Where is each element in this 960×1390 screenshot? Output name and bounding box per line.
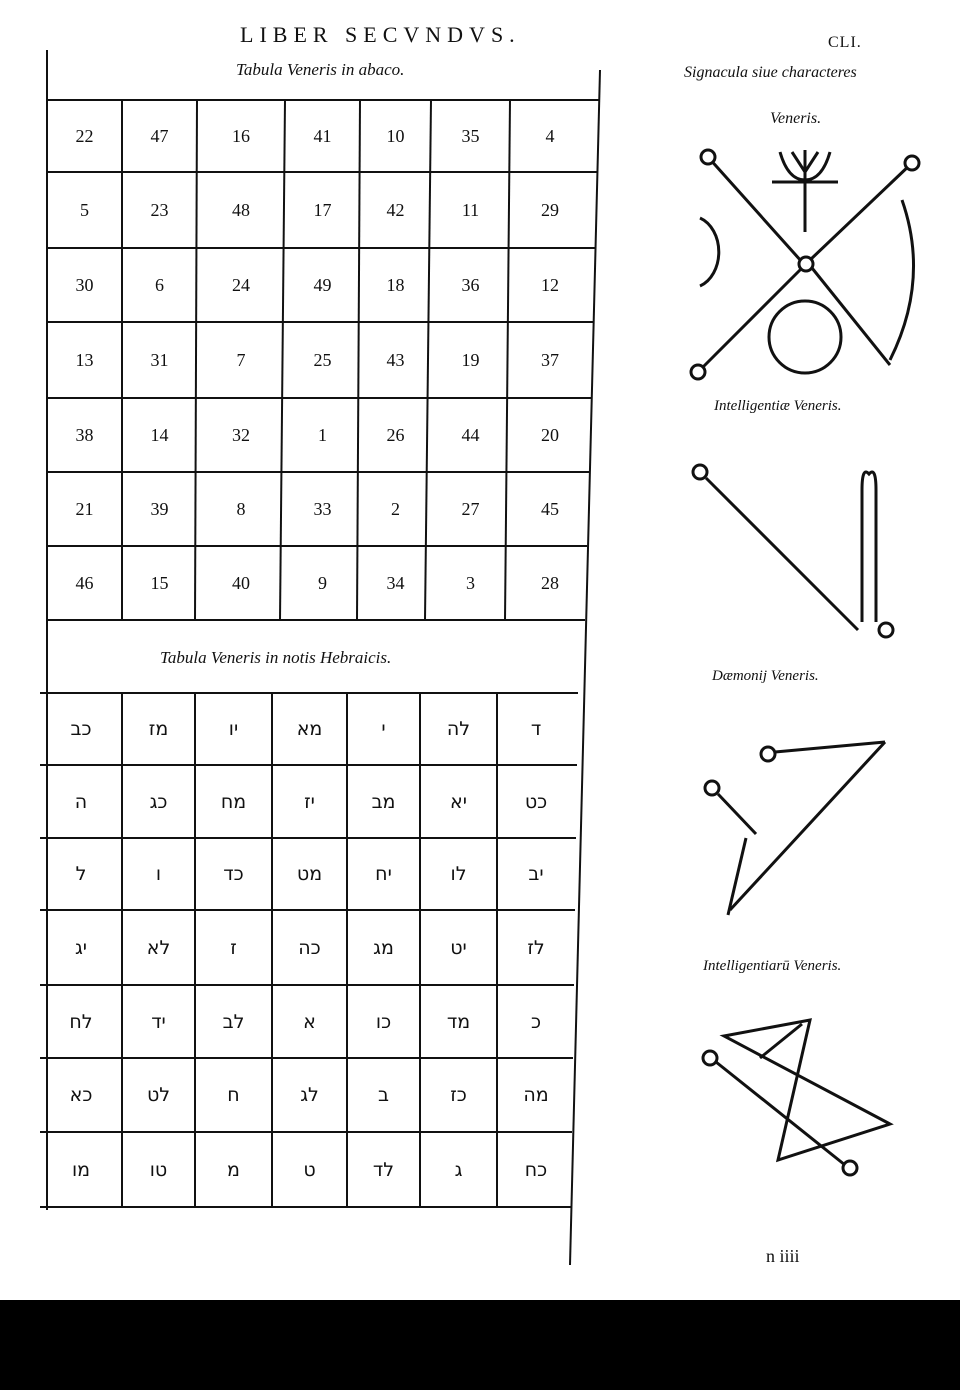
signature-mark: n iiii	[766, 1246, 800, 1266]
table1-cell: 2	[391, 498, 400, 519]
table1-cell: 47	[150, 125, 169, 146]
footer-band	[0, 1300, 960, 1390]
table1-cell: 5	[80, 199, 89, 220]
table2-cell: יג	[74, 936, 88, 959]
table2-cell: לא	[146, 936, 171, 959]
table1-cell: 37	[541, 349, 559, 370]
table1-cell: 14	[150, 424, 169, 445]
table1-cell: 1	[318, 424, 327, 445]
table2-cell: מט	[296, 863, 323, 885]
table1-cell: 41	[313, 125, 332, 146]
table2-cell: ט	[303, 1158, 316, 1181]
sigil-label-2: Dæmonij Veneris.	[712, 668, 819, 684]
table2-cell: ה	[74, 790, 88, 813]
table1-cell: 36	[461, 274, 480, 295]
table2-cell: טו	[149, 1158, 168, 1181]
table2-cell: י	[381, 718, 386, 740]
table1-cell: 11	[461, 199, 480, 220]
sigil-label-3: Intelligentiarū Veneris.	[703, 958, 842, 974]
table1-cell: 38	[75, 424, 94, 445]
table1-cell: 24	[232, 274, 250, 295]
table2-cell: א	[303, 1010, 316, 1033]
table2-cell: יב	[528, 863, 544, 885]
table1-cell: 33	[313, 498, 332, 519]
table1-cell: 46	[75, 572, 94, 593]
table2-cell: יט	[450, 936, 467, 959]
table2-cell: כא	[69, 1084, 93, 1106]
table1-cell: 45	[541, 498, 559, 519]
table2-cell: ז	[230, 936, 237, 959]
table1-cell: 13	[75, 349, 94, 370]
table2-cell: לח	[69, 1010, 93, 1033]
table1-cell: 10	[386, 125, 405, 146]
table2-cell: יז	[304, 790, 315, 813]
table2-cell: מח	[220, 790, 247, 813]
table2-cell: כב	[70, 718, 92, 740]
table2-cell: מ	[227, 1158, 240, 1181]
table2-cell: לה	[446, 718, 471, 740]
table2-cell: מג	[373, 936, 394, 959]
table2-cell: ל	[75, 863, 87, 885]
table1-cell: 48	[232, 199, 250, 220]
daemon-sigil-icon	[690, 730, 910, 930]
sigils-heading: Signacula siue characteres	[684, 64, 857, 81]
table1-cell: 12	[541, 274, 559, 295]
table2-cell: כו	[375, 1010, 392, 1033]
table1-cell: 42	[386, 199, 405, 220]
table1-cell: 27	[461, 498, 480, 519]
table2-cell: לו	[450, 863, 467, 885]
table2-cell: יא	[450, 790, 467, 813]
table2-cell: לד	[372, 1158, 395, 1181]
table2-cell: ד	[530, 718, 542, 740]
table2-cell: מז	[148, 718, 169, 740]
table2-cell: ב	[378, 1084, 389, 1106]
table2-cell: לב	[222, 1010, 245, 1033]
table1-cell: 7	[236, 349, 246, 370]
table2-cell: כח	[524, 1158, 548, 1181]
table2-cell: כ	[530, 1010, 542, 1033]
table1-cell: 49	[313, 274, 332, 295]
table1-cell: 17	[313, 199, 332, 220]
table1-caption: Tabula Veneris in abaco.	[236, 60, 405, 79]
table1-cell: 18	[386, 274, 405, 295]
table2-cell: כט	[524, 790, 548, 813]
table2-cell: מד	[446, 1010, 471, 1033]
table1-cell: 34	[386, 572, 405, 593]
table2-cell: מה	[523, 1084, 549, 1106]
intelligences-sigil-icon	[690, 1000, 920, 1190]
sigils-subheading: Veneris.	[770, 110, 822, 127]
table2-cell: ו	[155, 863, 162, 885]
table2-caption: Tabula Veneris in notis Hebraicis.	[160, 648, 392, 667]
table1-cell: 31	[150, 349, 169, 370]
table2-cell: מו	[71, 1158, 91, 1181]
table1-cell: 29	[541, 199, 559, 220]
table1-cell: 28	[541, 572, 559, 593]
table2-cell: יד	[151, 1010, 166, 1033]
table2-cell: ח	[227, 1084, 240, 1106]
table2-cell: מב	[371, 790, 396, 813]
table1-cell: 43	[386, 349, 405, 370]
sigil-label-1: Intelligentiæ Veneris.	[714, 398, 842, 414]
table1-cell: 6	[155, 274, 164, 295]
table2-cell: כז	[450, 1084, 467, 1106]
table1-cell: 30	[75, 274, 94, 295]
table2-cell: יח	[375, 863, 392, 885]
table1-cell: 35	[461, 125, 480, 146]
table2-cell: יו	[228, 718, 239, 740]
table1-cell: 15	[150, 572, 169, 593]
table1-cell: 22	[75, 125, 94, 146]
table1-cell: 16	[232, 125, 250, 146]
table1-cell: 39	[150, 498, 169, 519]
table1-cell: 40	[232, 572, 250, 593]
table1-cell: 20	[541, 424, 559, 445]
table1-cell: 26	[386, 424, 405, 445]
table2-cell: כד	[223, 863, 244, 885]
table1-cell: 3	[466, 572, 475, 593]
table1-cell: 25	[313, 349, 332, 370]
table2-cell: ג	[454, 1158, 463, 1181]
table2-cell: כה	[298, 936, 321, 959]
table1-cell: 19	[461, 349, 480, 370]
table1-cell: 8	[236, 498, 246, 519]
table2-cell: לג	[300, 1084, 319, 1106]
table1-cell: 9	[318, 572, 327, 593]
table1-cell: 4	[545, 125, 555, 146]
table2-cell: מא	[296, 718, 323, 740]
intelligence-sigil-icon	[680, 450, 920, 650]
running-head: LIBER SECVNDVS.	[240, 22, 521, 47]
table2-cell: לט	[146, 1084, 171, 1106]
table2-cell: לז	[527, 936, 545, 959]
planet-seal-icon	[680, 140, 940, 390]
table1-cell: 21	[75, 498, 94, 519]
folio: CLI.	[828, 34, 862, 51]
table1-cell: 44	[461, 424, 480, 445]
table2-cell: כג	[149, 790, 168, 813]
table1-cell: 32	[232, 424, 250, 445]
table1-cell: 23	[150, 199, 169, 220]
